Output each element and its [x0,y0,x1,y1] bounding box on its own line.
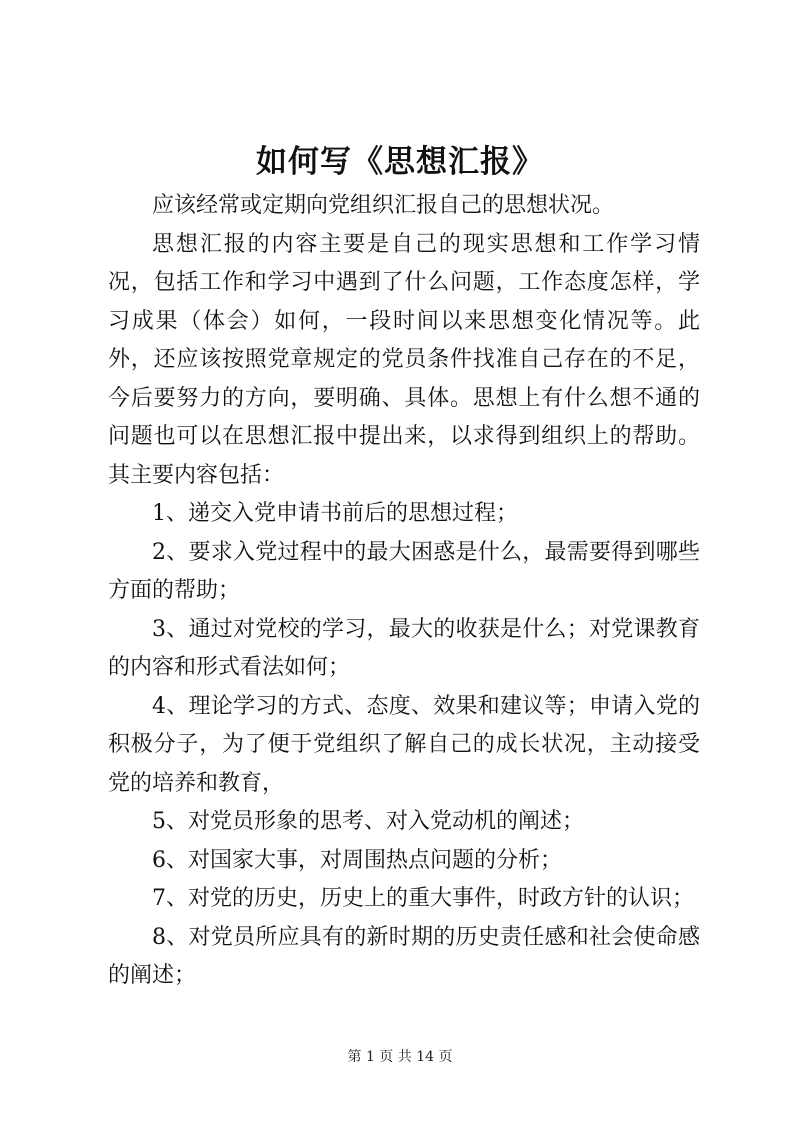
list-item-8: 8、对党员所应具有的新时期的历史责任感和社会使命感的阐述； [108,924,700,988]
paragraph-content: 思想汇报的内容主要是自己的现实思想和工作学习情况，包括工作和学习中遇到了什么问题，工作态度怎样，学习成果（体会）如何，一段时间以来思想变化情况等。此外，还应该按照党章规定的党员条件找准自己存在的不足，今后要努力的方向，要明确、具体。思想上有什么想不通的问题也可以在思想汇报中提出来，以求得到组织上的帮助。其主要内容包括： [108,231,700,488]
list-item-6: 6、对国家大事，对周围热点问题的分析； [152,847,562,873]
list-item-7: 7、对党的历史，历史上的重大事件，时政方针的认识； [152,886,694,911]
list-item-4: 4、理论学习的方式、态度、效果和建议等；申请入党的积极分子，为了便于党组织了解自己的成长状况，主动接受党的培养和教育， [108,693,700,796]
page-title: 如何写《思想汇报》 [256,144,544,180]
list-item-3: 3、通过对党校的学习，最大的收获是什么；对党课教育的内容和形式看法如何； [108,616,700,680]
list-item-2: 2、要求入党过程中的最大困惑是什么，最需要得到哪些方面的帮助； [108,539,700,603]
list-item-1: 1、递交入党申请书前后的思想过程； [152,501,518,526]
list-item-5: 5、对党员形象的思考、对入党动机的阐述； [152,809,584,834]
page-footer: 第 1 页 共 14 页 [347,1049,453,1065]
paragraph-intro: 应该经常或定期向党组织汇报自己的思想状况。 [152,193,615,218]
document-body [108,187,700,996]
